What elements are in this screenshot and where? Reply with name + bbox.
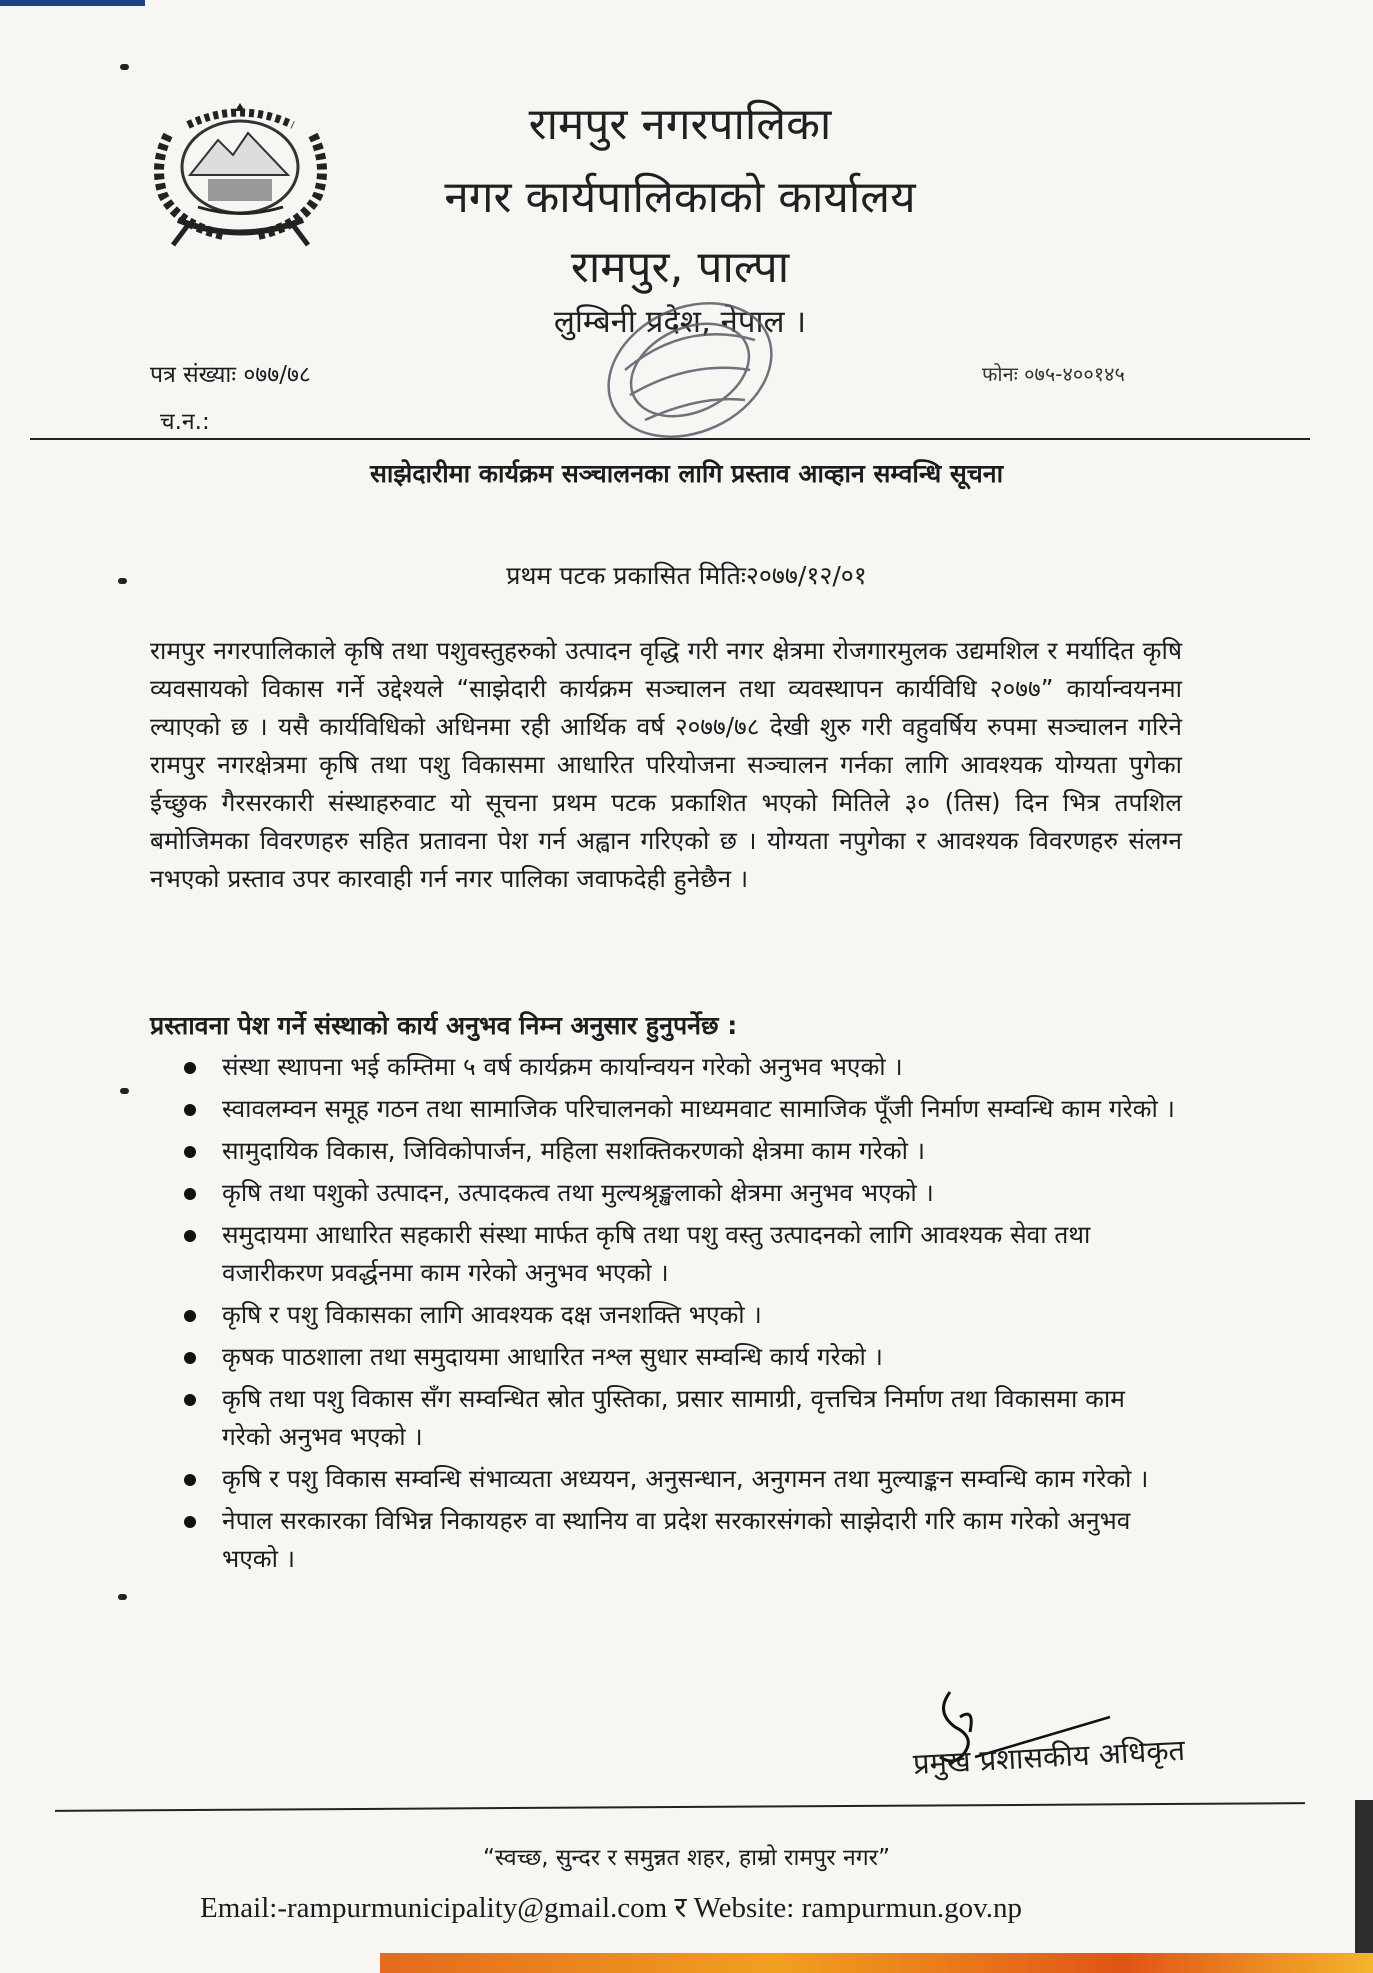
publication-date: प्रथम पटक प्रकासित मितिः२०७७/१२/०१ xyxy=(506,561,867,590)
office-stamp-icon xyxy=(585,300,790,450)
bullet-icon xyxy=(184,1310,196,1322)
list-item xyxy=(180,1174,1180,1212)
letter-number: पत्र संख्याः ०७७/७८ xyxy=(150,362,311,388)
list-item xyxy=(180,1460,1180,1498)
bottom-edge-strip xyxy=(380,1953,1373,1973)
list-item xyxy=(180,1048,1180,1086)
requirements-heading: प्रस्तावना पेश गर्ने संस्थाको कार्य अनुभव निम्न अनुसार हुनुपर्नेछ : xyxy=(150,1011,738,1040)
province-country: लुम्बिनी प्रदेश, नेपाल । xyxy=(553,304,807,340)
list-item-text: कृषि र पशु विकासका लागि आवश्यक दक्ष जनशक्ति भएको । xyxy=(222,1300,762,1329)
bullet-icon xyxy=(184,1474,196,1486)
nepal-emblem-icon xyxy=(128,95,353,255)
punch-mark xyxy=(120,64,129,70)
list-item-text: संस्था स्थापना भई कम्तिमा ५ वर्ष कार्यक्रम कार्यान्वयन गरेको अनुभव भएको । xyxy=(222,1052,903,1081)
bullet-icon xyxy=(184,1230,196,1242)
list-item xyxy=(180,1502,1180,1578)
list-item-text: कृषक पाठशाला तथा समुदायमा आधारित नश्ल सुधार सम्वन्धि कार्य गरेको । xyxy=(222,1342,883,1371)
phone-number: फोनः ०७५-४००१४५ xyxy=(982,362,1125,386)
bullet-icon xyxy=(184,1352,196,1364)
list-item-text: सामुदायिक विकास, जिविकोपार्जन, महिला सशक्तिकरणको क्षेत्रमा काम गरेको । xyxy=(222,1136,926,1165)
list-item-text: कृषि र पशु विकास सम्वन्धि संभाव्यता अध्ययन, अनुसन्धान, अनुगमन तथा मुल्याङ्कन सम्वन्धि काम गरेको । xyxy=(222,1464,1149,1493)
office-location: रामपुर, पाल्पा xyxy=(570,242,790,293)
list-item-text: कृषि तथा पशु विकास सँग सम्वन्धित स्रोत पुस्तिका, प्रसार सामाग्री, वृत्तचित्र निर्माण तथा विकासमा काम गरेको अनुभव भएको । xyxy=(222,1384,1125,1451)
contact-info: Email:-rampurmunicipality@gmail.com र Website: rampurmun.gov.np xyxy=(200,1892,1023,1924)
list-item xyxy=(180,1090,1180,1128)
list-item xyxy=(180,1132,1180,1170)
bullet-icon xyxy=(184,1394,196,1406)
dispatch-number: च.न.: xyxy=(160,409,210,435)
list-item-text: नेपाल सरकारका विभिन्न निकायहरु वा स्थानिय वा प्रदेश सरकारसंगको साझेदारी गरि काम गरेको अनुभव भएको । xyxy=(222,1506,1131,1573)
list-item xyxy=(180,1338,1180,1376)
list-item-text: समुदायमा आधारित सहकारी संस्था मार्फत कृषि तथा पशु वस्तु उत्पादनको लागि आवश्यक सेवा तथा वजारीकरण प्रवर्द्धनमा काम गरेको अनुभव भएको । xyxy=(222,1220,1091,1287)
punch-mark xyxy=(118,1594,127,1600)
right-edge-shadow xyxy=(1355,1800,1373,1973)
office-name: नगर कार्यपालिकाको कार्यालय xyxy=(444,172,916,223)
list-item xyxy=(180,1216,1180,1292)
header-divider xyxy=(30,438,1310,440)
bullet-icon xyxy=(184,1188,196,1200)
list-item-text: स्वावलम्वन समूह गठन तथा सामाजिक परिचालनको माध्यमवाट सामाजिक पूँजी निर्माण सम्वन्धि काम गरेको । xyxy=(222,1094,1175,1123)
list-item xyxy=(180,1380,1180,1456)
list-item-text: कृषि तथा पशुको उत्पादन, उत्पादकत्व तथा मुल्यश्रृङ्खलाको क्षेत्रमा अनुभव भएको । xyxy=(222,1178,934,1207)
notice-body: रामपुर नगरपालिकाले कृषि तथा पशुवस्तुहरुको उत्पादन वृद्धि गरी नगर क्षेत्रमा रोजगारमुलक उद्यमशिल र मर्यादित कृषि व्यवसायको विकास गर्ने उद्देश्यले “साझेदारी कार्यक्रम सञ्चालन तथा व्यवस्थापन कार्यविधि २०७७” कार्यान्वयनमा ल्याएको छ । यसै कार्यविधिको अधिनमा रही आर्थिक वर्ष २०७७/७८ देखी शुरु गरी वहुवर्षिय रुपमा सञ्चालन गरिने रामपुर नगरक्षेत्रमा कृषि तथा पशु विकासमा आधारित परियोजना सञ्चालन गर्नका लागि आवश्यक योग्यता पुगेका ईच्छुक गैरसरकारी संस्थाहरुवाट यो सूचना प्रथम पटक प्रकाशित भएको मितिले ३० (तिस) दिन भित्र तपशिल बमोजिमका विवरणहरु सहित प्रतावना पेश गर्न अह्वान गरिएको छ । योग्यता नपुगेका र आवश्यक विवरणहरु संलग्न नभएको प्रस्ताव उपर कारवाही गर्न नगर पालिका जवाफदेही हुनेछैन । xyxy=(150,636,1182,893)
notice-subject: साझेदारीमा कार्यक्रम सञ्चालनका लागि प्रस्ताव आव्हान सम्वन्धि सूचना xyxy=(369,459,1004,488)
municipality-name: रामपुर नगरपालिका xyxy=(528,99,832,150)
bullet-icon xyxy=(184,1146,196,1158)
list-item xyxy=(180,1296,1180,1334)
bullet-icon xyxy=(184,1062,196,1074)
footer-divider xyxy=(55,1802,1305,1812)
bullet-icon xyxy=(184,1516,196,1528)
bullet-icon xyxy=(184,1104,196,1116)
requirements-list xyxy=(180,1048,1180,1582)
punch-mark xyxy=(120,1088,129,1094)
top-edge-strip xyxy=(0,0,145,6)
municipality-slogan: “स्वच्छ, सुन्दर र समुन्नत शहर, हाम्रो रामपुर नगर” xyxy=(482,1845,890,1871)
signatory-title: प्रमुख प्रशासकीय अधिकृत xyxy=(912,1732,1186,1781)
